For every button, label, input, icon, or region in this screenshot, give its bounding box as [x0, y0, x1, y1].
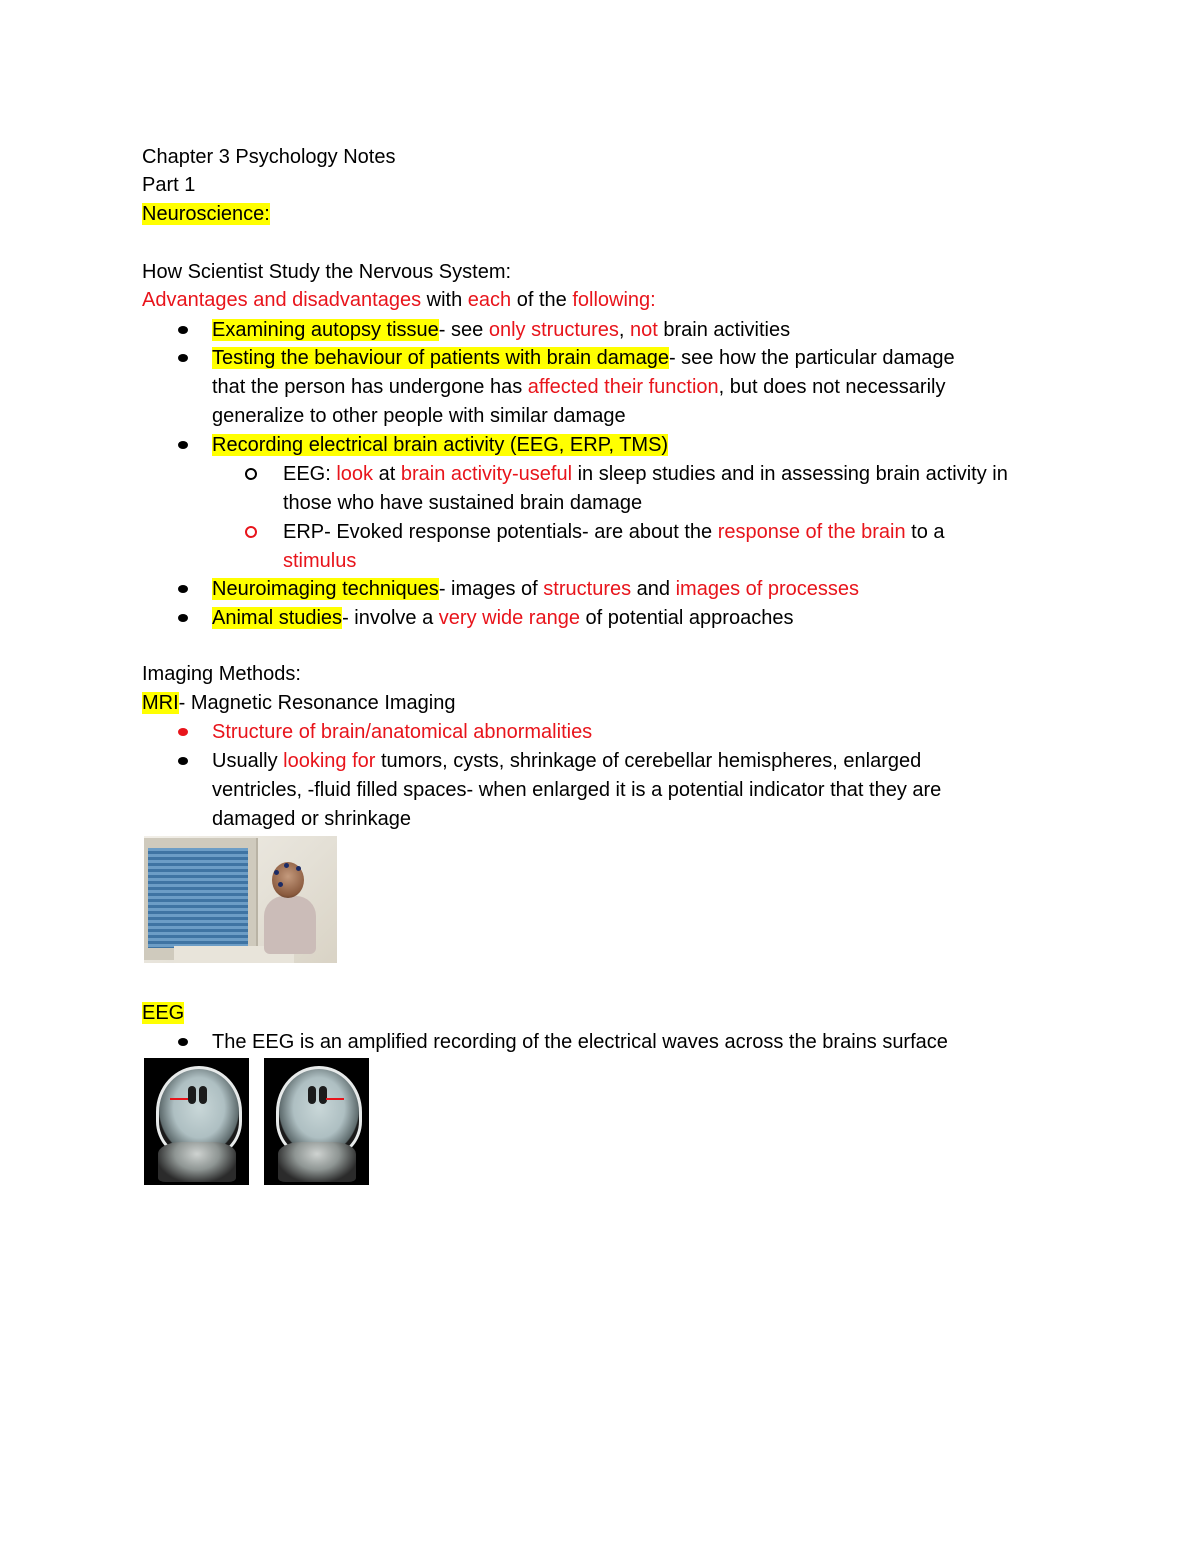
bullet-eeg-definition: The EEG is an amplified recording of the electrical waves across the brains surface [212, 1031, 948, 1053]
text: of potential approaches [579, 607, 794, 629]
sub-bullet-erp [283, 518, 945, 547]
mri-line [142, 689, 456, 718]
text: - see how the particular damage [668, 347, 955, 369]
adv-a: Advantages and disadvantages [142, 289, 422, 311]
text: and [631, 578, 676, 600]
bullet-dot [178, 441, 188, 449]
bullet-dot [178, 585, 188, 593]
sub-bullet-circle-red [245, 526, 257, 538]
autopsy-term: Examining autopsy tissue [212, 319, 439, 341]
eeg-child-photo [144, 836, 337, 963]
adv-b: with [421, 289, 468, 311]
lower-brain [278, 1142, 356, 1182]
electrode [274, 870, 279, 875]
adv-d: of the [511, 289, 573, 311]
text: to a [905, 521, 945, 543]
text: tumors, cysts, shrinkage of cerebellar hemispheres, enlarged [375, 750, 922, 772]
electrode [296, 866, 301, 871]
eeg-heading-line [142, 999, 184, 1028]
bullet-dot [178, 326, 188, 334]
mri-scan-right [264, 1058, 369, 1185]
animal-term: Animal studies [212, 607, 343, 629]
red-arrow [326, 1098, 344, 1100]
ventricle [319, 1086, 327, 1104]
sub-bullet-circle [245, 468, 257, 480]
study-heading: How Scientist Study the Nervous System: [142, 261, 512, 283]
imaging-heading: Imaging Methods: [142, 663, 301, 685]
lower-brain [158, 1142, 236, 1182]
text: EEG: [283, 463, 337, 485]
neuroscience-heading: Neuroscience: [142, 203, 270, 225]
neuroimaging-term: Neuroimaging techniques [212, 578, 439, 600]
bullet-recording [212, 431, 668, 460]
eeg-screen [148, 848, 248, 948]
red-text: response of the brain [717, 521, 906, 543]
ventricle [308, 1086, 316, 1104]
adv-e: following: [572, 289, 656, 311]
mri-term: MRI [142, 692, 179, 714]
text: at [373, 463, 401, 485]
bullet-dot [178, 354, 188, 362]
text: , but does not necessarily [718, 376, 946, 398]
bullet-looking-for-line3: damaged or shrinkage [212, 808, 412, 830]
text: - images of [438, 578, 544, 600]
text: in sleep studies and in assessing brain activity in [572, 463, 1008, 485]
sub-bullet-eeg-line2: those who have sustained brain damage [283, 492, 643, 514]
electrode [284, 863, 289, 868]
doc-title: Chapter 3 Psychology Notes [142, 146, 396, 168]
red-arrow [170, 1098, 188, 1100]
text: brain activities [657, 319, 791, 341]
ventricle [199, 1086, 207, 1104]
text: that the person has undergone has [212, 376, 528, 398]
sub-bullet-eeg [283, 460, 1008, 489]
child-body [264, 896, 316, 954]
recording-term: Recording electrical brain activity (EEG, ERP, TMS) [212, 434, 669, 456]
sub-bullet-erp-line2 [283, 547, 356, 576]
bullet-animal [212, 604, 793, 633]
brain-damage-term: Testing the behaviour of patients with brain damage [212, 347, 669, 369]
eeg-heading: EEG [142, 1002, 185, 1024]
section-neuroscience [142, 200, 270, 229]
red-text: look [336, 463, 374, 485]
mri-scan-left [144, 1058, 249, 1185]
bullet-neuroimaging [212, 575, 859, 604]
bullet-brain-damage-line2 [212, 373, 945, 402]
red-text: affected their function [527, 376, 719, 398]
red-text: not [630, 319, 658, 341]
red-text: brain activity-useful [400, 463, 573, 485]
adv-c: each [467, 289, 512, 311]
monitor [144, 838, 258, 960]
ventricle [188, 1086, 196, 1104]
bullet-looking-for [212, 747, 921, 776]
red-text: stimulus [283, 550, 357, 572]
bullet-dot [178, 757, 188, 765]
electrode [278, 882, 283, 887]
bullet-brain-damage-line3: generalize to other people with similar damage [212, 405, 626, 427]
red-text: only structures [488, 319, 619, 341]
part-label: Part 1 [142, 174, 196, 196]
text: - see [438, 319, 489, 341]
bullet-structure [212, 718, 592, 747]
red-text: looking for [283, 750, 376, 772]
bullet-dot [178, 614, 188, 622]
advantages-line [142, 286, 656, 315]
text: , [618, 319, 631, 341]
text: - involve a [342, 607, 439, 629]
bullet-dot [178, 1038, 188, 1046]
red-text: structures [543, 578, 632, 600]
red-text: images of processes [675, 578, 860, 600]
text: ERP- Evoked response potentials- are about the [283, 521, 718, 543]
bullet-brain-damage [212, 344, 955, 373]
bullet-dot-red [178, 728, 188, 736]
bullet-autopsy [212, 316, 790, 345]
red-text: Structure of brain/anatomical abnormalities [212, 721, 593, 743]
bullet-looking-for-line2: ventricles, -fluid filled spaces- when enlarged it is a potential indicator that they are [212, 779, 942, 801]
red-text: very wide range [438, 607, 580, 629]
text: Usually [212, 750, 284, 772]
text: - Magnetic Resonance Imaging [178, 692, 456, 714]
